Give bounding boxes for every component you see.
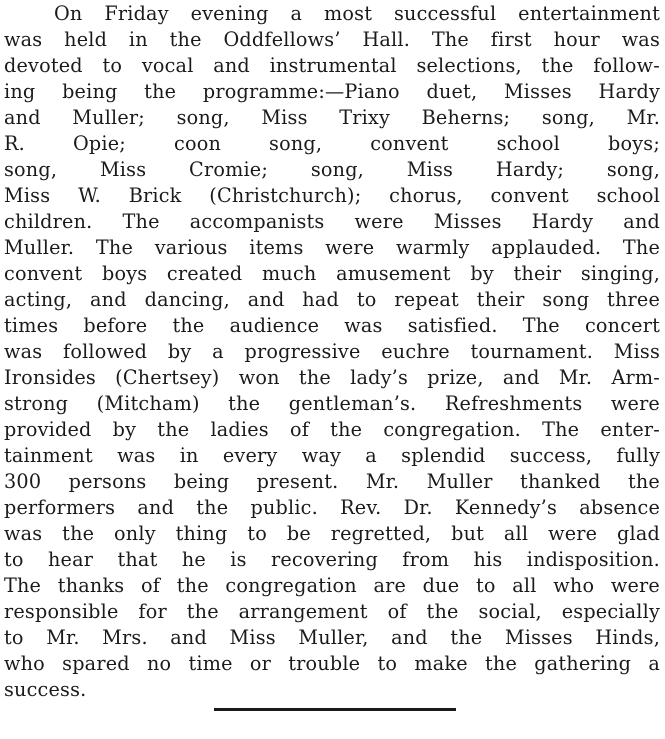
article-line: success. bbox=[4, 678, 87, 701]
article-line: and Muller; song, Miss Trixy Beherns; song, Mr. bbox=[4, 106, 660, 129]
article-line: tainment was in every way a splendid success, fully bbox=[4, 444, 660, 467]
article-line: convent boys created much amusement by their singing, bbox=[4, 262, 660, 285]
article-line: children. The accompanists were Misses Hardy and bbox=[4, 210, 660, 233]
article-line: was followed by a progressive euchre tournament. Miss bbox=[4, 340, 660, 363]
article-line: to Mr. Mrs. and Miss Muller, and the Misses Hinds, bbox=[4, 626, 660, 649]
article-line: acting, and dancing, and had to repeat their song three bbox=[4, 288, 660, 311]
article-line: On Friday evening a most successful entertainment bbox=[54, 2, 660, 25]
article-line: Muller. The various items were warmly applauded. The bbox=[4, 236, 660, 259]
article-line: R. Opie; coon song, convent school boys; bbox=[4, 132, 660, 155]
article-line: 300 persons being present. Mr. Muller thanked the bbox=[4, 470, 660, 493]
article-line: devoted to vocal and instrumental selections, the follow- bbox=[4, 54, 660, 77]
article-line: who spared no time or trouble to make the gathering a bbox=[4, 652, 660, 675]
article-line: ing being the programme:—Piano duet, Misses Hardy bbox=[4, 80, 660, 103]
article-line: The thanks of the congregation are due to all who were bbox=[4, 574, 660, 597]
article-line: Miss W. Brick (Christchurch); chorus, convent school bbox=[4, 184, 660, 207]
article-line: to hear that he is recovering from his indisposition. bbox=[4, 548, 660, 571]
article-line: was the only thing to be regretted, but all were glad bbox=[4, 522, 660, 545]
article-line: times before the audience was satisfied. The concert bbox=[4, 314, 660, 337]
article-line: Ironsides (Chertsey) won the lady’s prize, and Mr. Arm- bbox=[4, 366, 660, 389]
section-divider bbox=[214, 708, 456, 711]
article-line: song, Miss Cromie; song, Miss Hardy; song, bbox=[4, 158, 660, 181]
article-line: strong (Mitcham) the gentleman’s. Refreshments were bbox=[4, 392, 660, 415]
article-line: performers and the public. Rev. Dr. Kennedy’s absence bbox=[4, 496, 660, 519]
article-line: provided by the ladies of the congregation. The enter- bbox=[4, 418, 660, 441]
article-line: was held in the Oddfellows’ Hall. The first hour was bbox=[4, 28, 660, 51]
article-line: responsible for the arrangement of the social, especially bbox=[4, 600, 660, 623]
